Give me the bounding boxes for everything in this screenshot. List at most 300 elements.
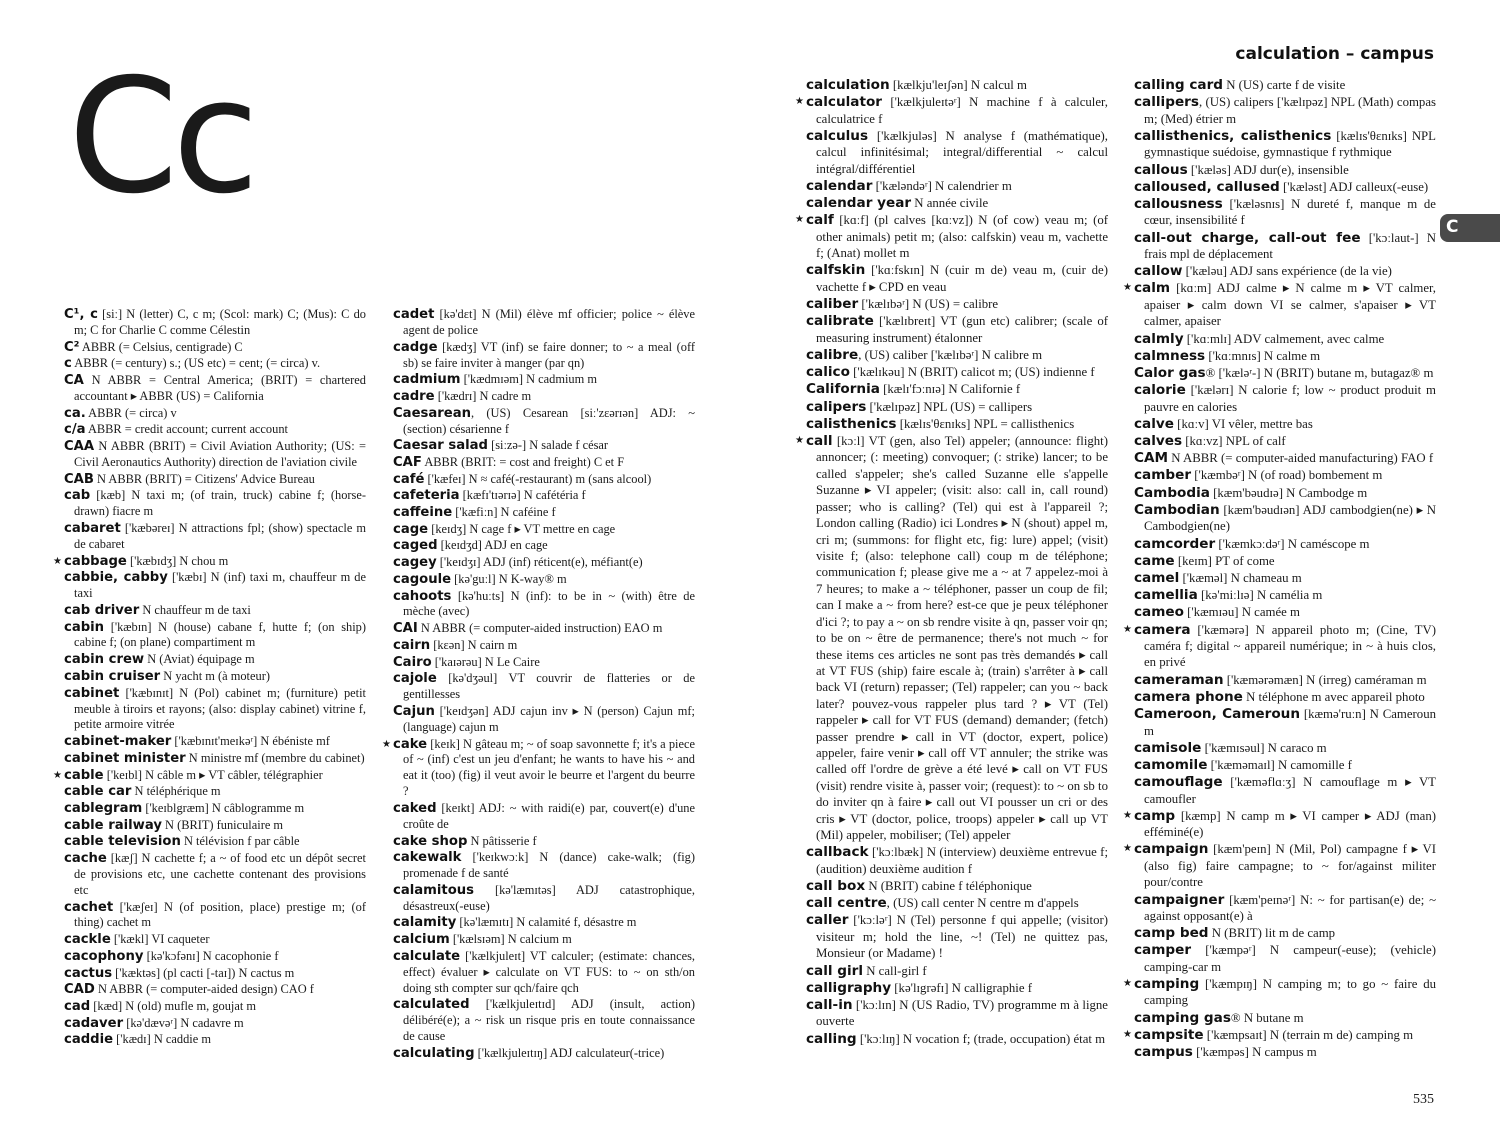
entry-definition: [kə'guːl] N K-way® m xyxy=(451,571,567,586)
entry-definition: ['kɔːlaut-] N frais mpl de déplacement xyxy=(1144,230,1436,261)
dictionary-entry xyxy=(393,655,695,671)
entry-definition: ['keɪdʒən] ADJ cajun inv ▸ N (person) Cajun mf; (language) cajun m xyxy=(403,703,695,734)
entry-headword: c/a xyxy=(64,422,86,438)
entry-definition: ['kælɪpəz] NPL (US) = callipers xyxy=(866,399,1033,414)
entry-headword: cameraman xyxy=(1134,671,1224,688)
dictionary-entry xyxy=(1134,622,1436,671)
section-letter: Cc xyxy=(68,45,254,229)
entry-definition: ['kæləs] ADJ dur(e), insensible xyxy=(1187,162,1349,177)
dictionary-entry xyxy=(64,768,366,784)
entry-headword: calfskin xyxy=(806,262,866,279)
entry-definition: [kɑːm] ADJ calme ▸ N calme m ▸ VT calmer, apaiser ▸ calm down VI se calmer, s'apaiser ▸ VT calmer, apaiser xyxy=(1144,281,1436,329)
entry-headword: Cameroon, Cameroun xyxy=(1134,706,1301,723)
entry-headword: campsite xyxy=(1134,1026,1204,1043)
entry-headword: cadmium xyxy=(393,372,461,388)
entry-headword: California xyxy=(806,381,880,398)
dictionary-entry xyxy=(393,704,695,736)
entry-headword: cafeteria xyxy=(393,488,460,504)
entry-headword: calamity xyxy=(393,915,457,931)
entry-headword: call-out charge, call-out fee xyxy=(1134,229,1361,246)
dictionary-entry xyxy=(64,620,366,652)
entry-definition: [siːzə-] N salade f césar xyxy=(487,438,609,453)
dictionary-entry xyxy=(806,364,1108,380)
entry-headword: calm xyxy=(1134,280,1171,297)
entry-headword: camp bed xyxy=(1134,925,1209,942)
entry-headword: cachet xyxy=(64,899,114,915)
dictionary-entry xyxy=(1134,774,1436,807)
entry-headword: cadaver xyxy=(64,1015,124,1031)
dictionary-entry xyxy=(393,932,695,948)
entry-definition: [keɪdʒ] N cage f ▸ VT mettre en cage xyxy=(428,521,616,536)
entry-definition: [kɑːvz] NPL of calf xyxy=(1182,434,1286,449)
entry-headword: cake shop xyxy=(393,833,468,849)
entry-headword: cabin xyxy=(64,619,105,635)
entry-headword: calculate xyxy=(393,948,461,964)
dictionary-entry xyxy=(64,751,366,767)
entry-definition: ['kæbəreɪ] N attractions fpl; (show) spectacle m de cabaret xyxy=(74,520,366,551)
entry-headword: cairn xyxy=(393,637,431,653)
entry-headword: cackle xyxy=(64,932,111,948)
entry-definition: N ABBR (= computer-aided manufacturing) FAO f xyxy=(1168,451,1434,466)
dictionary-entry xyxy=(393,488,695,504)
dictionary-entry xyxy=(393,522,695,538)
entry-definition: N ABBR (= computer-aided design) CAO f xyxy=(94,982,314,997)
entry-definition: [kɔːl] VT (gen, also Tel) appeler; (announce: flight) annoncer; (: meeting) convoquer; (: strike) lancer; to be called s'appeler; she's called Suzanne elle s'appelle Suzanne ▸ VI appeler; (visit: also: call in, call round) passer; who is calling? (Tel) qui est à l'appareil ?; London calling (Radio) ici Londres ▸ N (shout) appel m, cri m; (summons: for flight etc, fig: lure) appel; (visit) visite f; (also: telephone call) coup m de téléphone; communication f; please give me a ~ at 7 appelez-moi à 7 heures; to make a ~ téléphoner, passer un coup de fil; can I make a ~ from here? est-ce que je peux téléphoner d'ici ?; to pay a ~ on sb rendre visite à qn, passer voir qn; to be on ~ être de permanence; there's not much ~ for these items ces articles ne sont pas très demandés ▸ call at VT FUS (ship) faire escale à; (train) s'arrêter à ▸ call back VI (return) repasser; (Tel) rappeler; can you ~ back later? pouvez-vous rappeler plus tard ? ▸ VT (Tel) rappeler ▸ call for VT FUS (demand) demander; (fetch) passer prendre ▸ call in VT (doctor, expert, police) appeler, faire venir ▸ call off VT annuler; the strike was called off l'ordre de grève a été levé ▸ call on VT FUS (visit) rendre visite à, passer voir; (request): to ~ on sb to do inviter qn à faire ▸ call out VI pousser un cri or des cris ▸ VT (doctor, police, troops) appeler ▸ call up VT (Mil) appeler, mobiliser; (Tel) appeler xyxy=(816,434,1108,843)
dictionary-entry xyxy=(393,572,695,588)
entry-headword: calculating xyxy=(393,1045,475,1061)
entry-definition: ['kæməl] N chameau m xyxy=(1179,570,1302,585)
dictionary-entry xyxy=(1134,925,1436,941)
dictionary-entry xyxy=(1134,433,1436,449)
entry-headword: camber xyxy=(1134,467,1192,484)
entry-definition: , (US) calipers ['kælɪpəz] NPL (Math) compas m; (Med) étrier m xyxy=(1144,95,1436,126)
entry-definition: ['kæbɪn] N (house) cabane f, hutte f; (on ship) cabine f; (on plane) compartiment m xyxy=(74,619,366,650)
dictionary-entry xyxy=(806,381,1108,397)
entry-headword: cabinet xyxy=(64,685,120,701)
dictionary-entry xyxy=(393,834,695,850)
dictionary-entry xyxy=(393,949,695,997)
entry-headword: calendar xyxy=(806,177,873,194)
dictionary-entry xyxy=(806,844,1108,877)
entry-headword: ca. xyxy=(64,405,86,421)
entry-definition: ['kælsɪəm] N calcium m xyxy=(449,932,572,947)
dictionary-entry xyxy=(64,900,366,932)
dictionary-entry xyxy=(64,982,366,998)
entry-headword: cake xyxy=(393,736,428,752)
entry-definition: [kə'læmɪtɪ] N calamité f, désastre m xyxy=(456,915,637,930)
dictionary-entry xyxy=(1134,740,1436,756)
dictionary-entry xyxy=(806,262,1108,295)
entry-headword: camellia xyxy=(1134,587,1198,604)
dictionary-entry xyxy=(1134,604,1436,620)
dictionary-entry xyxy=(393,472,695,488)
entry-headword: CAB xyxy=(64,471,94,487)
entry-headword: cache xyxy=(64,851,107,867)
dictionary-entry xyxy=(806,912,1108,961)
entry-headword: cablegram xyxy=(64,800,143,816)
entry-headword: caffeine xyxy=(393,505,453,521)
dictionary-entry xyxy=(806,77,1108,93)
entry-headword: campus xyxy=(1134,1044,1193,1061)
entry-headword: cadge xyxy=(393,339,438,355)
dictionary-entry xyxy=(806,1031,1108,1047)
entry-definition: ['kæmkɔːdəʳ] N caméscope m xyxy=(1215,536,1370,551)
entry-headword: C¹, c xyxy=(64,307,98,322)
dictionary-entry xyxy=(806,433,1108,844)
entry-headword: c xyxy=(64,356,72,372)
entry-headword: callow xyxy=(1134,263,1183,280)
entry-definition: [kə'dævəʳ] N cadavre m xyxy=(123,1015,244,1030)
dictionary-entry xyxy=(64,373,366,405)
entry-headword: cage xyxy=(393,521,429,537)
entry-definition: [kɛən] N cairn m xyxy=(430,637,518,652)
entry-headword: campaign xyxy=(1134,841,1209,858)
thumb-index-letter: C xyxy=(1446,217,1459,237)
entry-definition: ['keɪkwɔːk] N (dance) cake-walk; (fig) promenade f de santé xyxy=(403,850,695,881)
entry-headword: Calor gas xyxy=(1134,364,1206,381)
entry-headword: cagey xyxy=(393,555,437,571)
dictionary-entry xyxy=(393,389,695,405)
entry-definition: [kædʒ] VT (inf) se faire donner; to ~ a meal (off sb) se faire inviter à manger (par qn) xyxy=(403,339,695,370)
entry-definition: [kɑːf] (pl calves [kɑːvz]) N (of cow) veau m; (of other animals) petit m; (also: calfskin) veau m, vachette f; (Anat) mollet m xyxy=(816,213,1108,261)
entry-definition: N chauffeur m de taxi xyxy=(139,602,251,617)
entry-headword: camera phone xyxy=(1134,688,1243,705)
dictionary-entry xyxy=(806,997,1108,1030)
entry-headword: calf xyxy=(806,212,834,229)
dictionary-entry xyxy=(1134,94,1436,127)
dictionary-entry xyxy=(393,671,695,703)
dictionary-entry xyxy=(64,652,366,668)
entry-headword: calmness xyxy=(1134,347,1206,364)
entry-headword: caddie xyxy=(64,1032,114,1048)
dictionary-entry xyxy=(1134,77,1436,93)
entry-headword: caliber xyxy=(806,296,859,313)
dictionary-entry xyxy=(806,313,1108,346)
dictionary-entry xyxy=(1134,128,1436,161)
dictionary-entry xyxy=(64,949,366,965)
entry-headword: calibre xyxy=(806,346,859,363)
dictionary-entry xyxy=(1134,570,1436,586)
entry-headword: camcorder xyxy=(1134,535,1216,552)
entry-definition: [kə'miːlɪə] N camélia m xyxy=(1197,588,1323,603)
entry-definition: ['kæmɪəu] N camée m xyxy=(1183,605,1300,620)
dictionary-entry xyxy=(1134,536,1436,552)
entry-headword: CAM xyxy=(1134,450,1169,467)
dictionary-entry xyxy=(1134,382,1436,415)
entry-headword: cable railway xyxy=(64,817,162,833)
entry-headword: cabaret xyxy=(64,520,121,536)
dictionary-entry xyxy=(1134,502,1436,535)
entry-headword: cab xyxy=(64,488,91,504)
entry-definition: [siː] N (letter) C, c m; (Scol: mark) C; (Mus): C do m; C for Charlie C comme Célestin xyxy=(74,307,366,337)
entry-headword: cabin crew xyxy=(64,652,145,668)
entry-definition: ['keɪblgræm] N câblogramme m xyxy=(142,800,305,815)
dictionary-entry xyxy=(64,570,366,602)
dictionary-entry xyxy=(1134,331,1436,347)
entry-definition: [kælɪs'θɛnɪks] NPL = callisthenics xyxy=(896,416,1075,431)
entry-definition: [kæfɪ'tɪərɪə] N cafétéria f xyxy=(459,488,586,503)
entry-definition: ['keɪdʒɪ] ADJ (inf) réticent(e), méfiant(e) xyxy=(436,555,643,570)
dictionary-entry xyxy=(393,850,695,882)
entry-definition: [kæʃ] N cachette f; a ~ of food etc un dépôt secret de provisions etc, une cachette contenant des provisions etc xyxy=(74,851,366,897)
entry-headword: cahoots xyxy=(393,588,452,604)
dictionary-entry xyxy=(393,340,695,372)
entry-headword: CAF xyxy=(393,454,422,470)
dictionary-entry xyxy=(1134,485,1436,501)
dictionary-entry xyxy=(1134,976,1436,1009)
entry-definition: ['kɔːlbæk] N (interview) deuxième entrevue f; (audition) deuxième audition f xyxy=(816,845,1108,876)
dictionary-entry xyxy=(1134,1027,1436,1043)
dictionary-entry xyxy=(393,737,695,801)
entry-headword: callisthenics, calisthenics xyxy=(1134,127,1332,144)
entry-headword: Cairo xyxy=(393,654,432,670)
entry-definition: ['kæmpəʳ] N campeur(-euse); (vehicle) camping-car m xyxy=(1144,943,1436,974)
entry-definition: ['kæbɪnɪt'meɪkəʳ] N ébéniste mf xyxy=(171,734,330,749)
entry-definition: N ABBR = Central America; (BRIT) = chartered accountant ▸ ABBR (US) = California xyxy=(74,373,366,403)
dictionary-entry xyxy=(393,638,695,654)
dictionary-entry xyxy=(393,555,695,571)
dictionary-entry xyxy=(806,212,1108,261)
dictionary-entry xyxy=(1134,365,1436,381)
dictionary-entry xyxy=(1134,757,1436,773)
entry-headword: cabin cruiser xyxy=(64,668,161,684)
entry-definition: ['kæʃeɪ] N (of position, place) prestige m; (of thing) cachet m xyxy=(74,899,366,930)
entry-definition: ABBR (= century) s.; (US etc) = cent; (= circa) v. xyxy=(71,356,321,371)
entry-headword: calling xyxy=(806,1030,857,1047)
dictionary-entry xyxy=(64,1016,366,1032)
entry-definition: ['kɔːlɪŋ] N vocation f; (trade, occupation) état m xyxy=(856,1031,1106,1046)
entry-definition: [kæd] N (old) mufle m, goujat m xyxy=(90,998,257,1013)
dictionary-entry xyxy=(64,966,366,982)
entry-definition: ['kæmərəmæn] N (irreg) caméraman m xyxy=(1223,672,1427,687)
entry-headword: cacophony xyxy=(64,948,144,964)
dictionary-entry xyxy=(1134,553,1436,569)
entry-definition: ['kælkjuleɪtɪŋ] ADJ calculateur(-trice) xyxy=(474,1045,665,1060)
page-number: 535 xyxy=(1413,1092,1434,1107)
entry-definition: ['keɪbl] N câble m ▸ VT câbler, télégraphier xyxy=(103,767,323,782)
entry-definition: ['kæləst] ADJ calleux(-euse) xyxy=(1279,179,1429,194)
dictionary-entry xyxy=(1134,689,1436,705)
right-page xyxy=(750,0,1500,1146)
running-head: calculation – campus xyxy=(1235,44,1434,64)
dictionary-entry xyxy=(64,472,366,488)
dictionary-entry xyxy=(64,932,366,948)
entry-definition: ['kædɪ] N caddie m xyxy=(113,1032,211,1047)
entry-headword: cable television xyxy=(64,834,181,850)
entry-headword: Caesar salad xyxy=(393,438,488,454)
entry-definition: ['kælkjuleɪtəʳ] N machine f à calculer, calculatrice f xyxy=(816,95,1108,126)
entry-definition: ['kæləsnɪs] N dureté f, manque m de cœur, insensibilité f xyxy=(1144,196,1436,228)
entry-definition: N téléphérique m xyxy=(131,784,221,799)
dictionary-entry xyxy=(1134,416,1436,432)
entry-definition: N télévision f par câble xyxy=(180,834,300,849)
entry-headword: call girl xyxy=(806,962,864,979)
dictionary-entry xyxy=(393,621,695,637)
entry-definition: ['kæbɪdʒ] N chou m xyxy=(126,553,229,568)
dictionary-entry xyxy=(393,997,695,1045)
dictionary-entry xyxy=(64,734,366,750)
entry-headword: café xyxy=(393,471,425,487)
dictionary-entry xyxy=(64,834,366,850)
entry-definition: N (BRIT) lit m de camp xyxy=(1208,926,1336,941)
entry-headword: cab driver xyxy=(64,602,140,618)
dictionary-entry xyxy=(1134,467,1436,483)
entry-definition: N (Aviat) équipage m xyxy=(144,652,255,667)
entry-definition: [kə'lɪgrəfɪ] N calligraphie f xyxy=(891,980,1032,995)
dictionary-entry xyxy=(64,554,366,570)
entry-headword: call box xyxy=(806,878,866,894)
entry-definition: , (US) Cesarean [siː'zɛərɪən] ADJ: ~ (section) césarienne f xyxy=(403,405,695,436)
entry-headword: call centre xyxy=(806,895,887,912)
dictionary-entry xyxy=(64,1032,366,1048)
entry-definition: ['kɔːlɪn] N (US Radio, TV) programme m à ligne ouverte xyxy=(816,997,1108,1029)
entry-headword: calcium xyxy=(393,932,450,948)
entry-definition: ® N butane m xyxy=(1230,1010,1304,1025)
entry-definition: N ABBR (= computer-aided instruction) EAO m xyxy=(417,621,663,636)
dictionary-entry xyxy=(806,94,1108,127)
entry-headword: calculator xyxy=(806,94,883,111)
dictionary-entry xyxy=(393,307,695,339)
entry-definition: N call-girl f xyxy=(863,963,927,978)
dictionary-entry xyxy=(393,589,695,621)
dictionary-entry xyxy=(1134,280,1436,329)
dictionary-entry xyxy=(1134,179,1436,195)
dictionary-entry xyxy=(1134,162,1436,178)
entry-definition: [kæmp] N camp m ▸ VI camper ▸ ADJ (man) efféminé(e) xyxy=(1144,808,1436,840)
dictionary-entry xyxy=(393,538,695,554)
thumb-index-tab xyxy=(1440,214,1500,242)
dictionary-entry xyxy=(393,406,695,438)
entry-headword: calculus xyxy=(806,127,869,144)
dictionary-entry xyxy=(393,505,695,521)
entry-definition: N (BRIT) cabine f téléphonique xyxy=(865,879,1032,893)
dictionary-entry xyxy=(64,439,366,471)
entry-headword: camomile xyxy=(1134,756,1208,773)
dictionary-entry xyxy=(393,1046,695,1062)
entry-headword: cad xyxy=(64,998,91,1014)
entry-definition: N (BRIT) funiculaire m xyxy=(161,817,284,832)
entry-definition: N ministre mf (membre du cabinet) xyxy=(185,750,365,765)
dictionary-entry xyxy=(1134,1010,1436,1026)
entry-headword: calipers xyxy=(806,398,867,415)
entry-definition: [keɪm] PT of come xyxy=(1174,553,1275,568)
entry-definition: [kæmə'ruːn] N Cameroun m xyxy=(1144,707,1437,738)
entry-definition: ABBR (= circa) v xyxy=(85,405,177,420)
dictionary-entry xyxy=(64,406,366,422)
entry-definition: [kə'dɛt] N (Mil) élève mf officier; police ~ élève agent de police xyxy=(403,307,695,337)
entry-headword: Cajun xyxy=(393,703,435,719)
entry-definition: ['kæməflɑːʒ] N camouflage m ▸ VT camoufler xyxy=(1144,775,1436,806)
dictionary-column-3 xyxy=(806,77,1108,1048)
entry-definition: ['kæləu] ADJ sans expérience (de la vie) xyxy=(1182,264,1392,279)
entry-definition: ['kæləndəʳ] N calendrier m xyxy=(872,178,1012,193)
entry-definition: [kə'læmɪtəs] ADJ catastrophique, désastreux(-euse) xyxy=(403,882,695,913)
entry-definition: ['kælkjuleɪtɪd] ADJ (insult, action) délibéré(e); a ~ risk un risque pris en toute connaissance de cause xyxy=(403,997,695,1044)
entry-definition: ['kæktəs] (pl cacti [-taɪ]) N cactus m xyxy=(112,965,295,980)
entry-headword: calmly xyxy=(1134,330,1184,347)
entry-definition: N ABBR (BRIT) = Citizens' Advice Bureau xyxy=(93,471,315,486)
entry-headword: Caesarean xyxy=(393,405,472,421)
entry-headword: cadre xyxy=(393,388,435,404)
entry-headword: Cambodia xyxy=(1134,484,1210,501)
entry-definition: ['kælkjuleɪt] VT calculer; (estimate: chances, effect) évaluer ▸ calculate on VT FUS: to ~ on sth/on doing sth compter sur qch/faire qch xyxy=(403,948,695,995)
entry-headword: CAD xyxy=(64,982,95,998)
entry-definition: ['kædmɪəm] N cadmium m xyxy=(460,372,598,387)
entry-definition: , (US) caliber ['kælɪbəʳ] N calibre m xyxy=(858,347,1043,362)
entry-headword: camping gas xyxy=(1134,1009,1231,1026)
entry-headword: C² xyxy=(64,339,80,355)
entry-definition: ['kæmbəʳ] N (of road) bombement m xyxy=(1191,468,1383,483)
entry-headword: callous xyxy=(1134,161,1188,178)
entry-headword: calculation xyxy=(806,77,890,93)
dictionary-entry xyxy=(64,801,366,817)
dictionary-entry xyxy=(393,438,695,454)
dictionary-entry xyxy=(1134,942,1436,975)
entry-definition: ['kæmɪsəul] N caraco m xyxy=(1201,740,1327,755)
entry-definition: [kæb] N taxi m; (of train, truck) cabine f; (horse-drawn) fiacre m xyxy=(74,488,366,519)
entry-definition: ['kaɪərəu] N Le Caire xyxy=(431,654,540,669)
entry-headword: CA xyxy=(64,373,84,389)
entry-definition: ['kækl] VI caqueter xyxy=(110,932,210,947)
entry-definition: [kə'kɔfənɪ] N cacophonie f xyxy=(143,948,279,963)
entry-definition: ['kæmpsaɪt] N (terrain m de) camping m xyxy=(1203,1027,1414,1042)
dictionary-entry xyxy=(64,999,366,1015)
entry-definition: ['kæmpəs] N campus m xyxy=(1192,1045,1317,1060)
dictionary-entry xyxy=(1134,841,1436,890)
entry-definition: [kæm'peɪn] N (Mil, Pol) campagne f ▸ VI (also fig) faire campagne; to ~ for/against militer pour/contre xyxy=(1144,842,1436,890)
dictionary-entry xyxy=(64,521,366,553)
entry-headword: call xyxy=(806,433,833,450)
entry-headword: caked xyxy=(393,800,437,816)
entry-headword: camera xyxy=(1134,621,1191,638)
dictionary-entry xyxy=(1134,1044,1436,1060)
entry-definition: ['kæməmaɪl] N camomille f xyxy=(1207,757,1352,772)
dictionary-entry xyxy=(1134,450,1436,466)
dictionary-entry xyxy=(806,399,1108,415)
entry-headword: cactus xyxy=(64,965,113,981)
entry-headword: calling card xyxy=(1134,77,1224,93)
dictionary-entry xyxy=(1134,196,1436,229)
entry-headword: calico xyxy=(806,364,850,381)
entry-headword: camisole xyxy=(1134,739,1202,756)
entry-definition: N téléphone m avec appareil photo xyxy=(1242,689,1425,704)
entry-definition: [kælkju'leɪʃən] N calcul m xyxy=(889,78,1027,92)
entry-definition: [keɪkt] ADJ: ~ with raidi(e) par, couvert(e) d'une croûte de xyxy=(403,800,695,831)
entry-headword: camel xyxy=(1134,569,1180,586)
entry-headword: calculated xyxy=(393,997,470,1013)
entry-definition: ABBR (BRIT: = cost and freight) C et F xyxy=(421,454,625,469)
entry-headword: camp xyxy=(1134,807,1176,824)
entry-definition: [kæm'peɪnəʳ] N: ~ for partisan(e) de; ~ against opposant(e) à xyxy=(1144,892,1436,923)
entry-headword: CAI xyxy=(393,621,418,637)
dictionary-entry xyxy=(64,307,366,339)
entry-headword: CAA xyxy=(64,439,95,455)
entry-definition: ['kæmpɪŋ] N camping m; to go ~ faire du camping xyxy=(1144,977,1436,1008)
dictionary-entry xyxy=(64,784,366,800)
entry-definition: ['kælɪbəʳ] N (US) = calibre xyxy=(858,297,999,312)
entry-headword: calve xyxy=(1134,415,1174,432)
dictionary-entry xyxy=(1134,587,1436,603)
entry-headword: cabinet minister xyxy=(64,750,186,766)
dictionary-entry xyxy=(806,296,1108,312)
dictionary-entry xyxy=(393,801,695,833)
entry-headword: calisthenics xyxy=(806,415,897,432)
entry-definition: ® ['kæləʳ-] N (BRIT) butane m, butagaz® m xyxy=(1205,365,1434,380)
entry-definition: , (US) call center N centre m d'appels xyxy=(886,896,1079,911)
entry-headword: calloused, callused xyxy=(1134,178,1280,195)
entry-definition: ['kælɪkəu] N (BRIT) calicot m; (US) indienne f xyxy=(849,365,1095,380)
dictionary-entry xyxy=(1134,672,1436,688)
